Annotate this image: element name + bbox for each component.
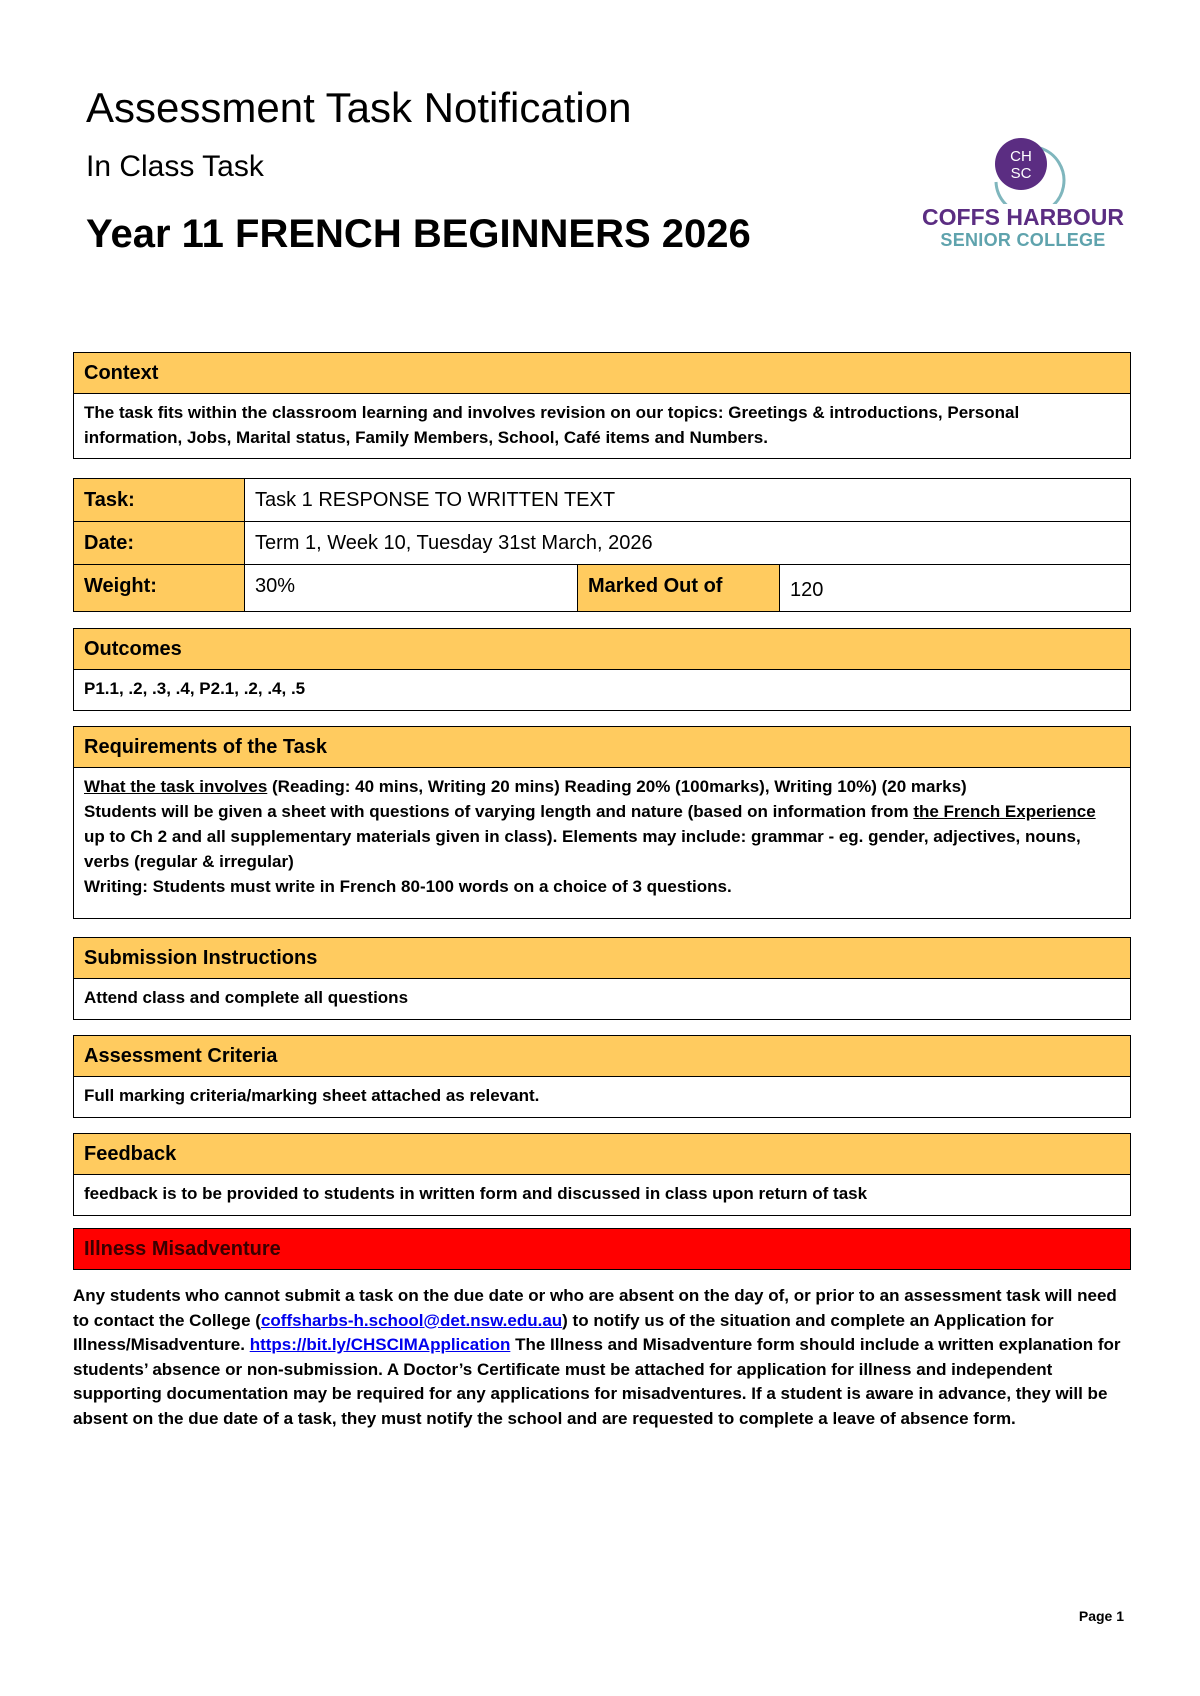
requirements-line-2-start: Students will be given a sheet with questions of varying length and nature (based on information from [84,802,914,821]
requirements-line-2-end: up to Ch 2 and all supplementary materials given in class). Elements may include: grammar - eg. gender, adjectives, nouns, verbs (regular & irregular) [84,827,1081,871]
french-experience-ref: the French Experience [913,802,1096,821]
task-row [74,479,1130,522]
task-involves-label: What the task involves [84,777,268,796]
criteria-section [73,1035,1131,1118]
requirements-line-1 [84,774,1120,799]
feedback-text: feedback is to be provided to students in written form and discussed in class upon return of task [84,1184,868,1203]
college-logo [918,134,1128,254]
course-title: Year 11 FRENCH BEGINNERS 2026 [86,212,751,256]
weight-label: Weight: [74,565,245,611]
criteria-heading: Assessment Criteria [74,1036,1130,1077]
outcomes-heading: Outcomes [74,629,1130,670]
task-involves-detail: (Reading: 40 mins, Writing 20 mins) Reading 20% (100marks), Writing 10%) (20 marks) [267,777,967,796]
marked-out-of-value: 120 [790,579,824,601]
date-row [74,522,1130,565]
submission-heading: Submission Instructions [74,938,1130,979]
task-value: Task 1 RESPONSE TO WRITTEN TEXT [255,489,616,511]
logo-initials-top: CH [1010,148,1032,165]
logo-emblem-icon [918,134,1128,204]
document-title: Assessment Task Notification [86,84,632,131]
date-value: Term 1, Week 10, Tuesday 31st March, 2026 [255,532,653,554]
illness-text-part-2: ) to notify us of the situation and complete an Application for Illness/Misadventure. [73,1310,1054,1354]
application-form-link[interactable]: https://bit.ly/CHSCIMApplication [249,1335,511,1354]
requirements-section [73,726,1131,919]
context-text: The task fits within the classroom learning and involves revision on our topics: Greetings & introductions, Personal information, Jobs, Marital status, Family Members, School, Café items and Numbers. [84,403,1020,447]
feedback-heading: Feedback [74,1134,1130,1175]
logo-name: COFFS HARBOUR [922,204,1124,230]
context-section [73,352,1131,459]
illness-heading: Illness Misadventure [73,1228,1131,1270]
context-heading: Context [74,353,1130,394]
logo-initials-bottom: SC [1010,165,1032,182]
requirements-body [74,768,1130,918]
marked-out-of-label: Marked Out of [578,565,780,611]
college-email-link[interactable]: coffsharbs-h.school@det.nsw.edu.au [260,1310,563,1330]
logo-subtitle: SENIOR COLLEGE [940,230,1106,250]
weight-row [74,565,1130,611]
page-number: Page 1 [1078,1608,1124,1624]
requirements-heading: Requirements of the Task [74,727,1130,768]
outcomes-text: P1.1, .2, .3, .4, P2.1, .2, .4, .5 [84,679,306,698]
date-label: Date: [74,522,245,564]
illness-text-part-1: Any students who cannot submit a task on the due date or who are absent on the day of, or prior to an assessment task will need to contact the College ( [73,1286,1117,1330]
outcomes-section [73,628,1131,711]
illness-text [73,1284,1133,1431]
submission-text: Attend class and complete all questions [84,988,409,1007]
task-type: In Class Task [86,150,264,183]
feedback-section [73,1133,1131,1216]
weight-value: 30% [245,565,578,611]
task-details-table [73,478,1131,612]
submission-section [73,937,1131,1020]
illness-text-part-3: The Illness and Misadventure form should include a written explanation for students’ absence or non-submission. A Doctor’s Certificate must be attached for application for illness and independent supporting documentation may be required for any applications for misadventures. If a student is aware in advance, they will be absent on the due date of a task, they must notify the school and are requested to complete a leave of absence form. [73,1335,1121,1428]
criteria-text: Full marking criteria/marking sheet attached as relevant. [84,1086,540,1105]
requirements-line-3: Writing: Students must write in French 80-100 words on a choice of 3 questions. [84,877,732,896]
requirements-line-2 [84,799,1120,874]
task-label: Task: [74,479,245,521]
